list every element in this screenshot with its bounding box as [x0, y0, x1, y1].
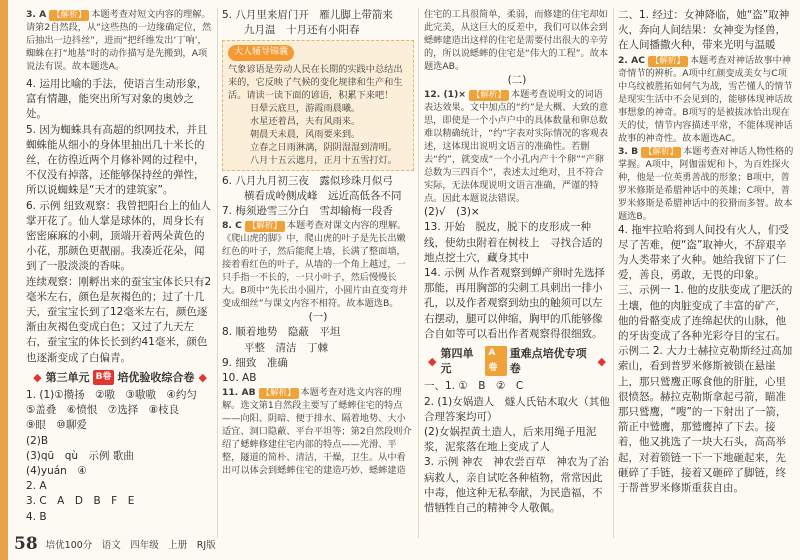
answer-4: 4. 运用比喻的手法，使语言生动形象，富有情趣，能突出所写对象的奥妙之处。 [26, 78, 208, 121]
unit3-a1f: (4)yuán ④ [26, 465, 87, 478]
answer-12: 12. (1)× 【解析】 本题考查说明文的词语表达效果。文中加点的“约”是大概、大致的意思，即使是一个小卢户中的具体数量和卵总数难以精确统计，“约”字表对实际情况的客观表述，这体现出说明文语言的准确性。若删去“约”，就变成“一个小孔内产十个卵”“产卵总数为三四百个”，表述太过绝对，且不符合实际，无法体现说明文语言准确，严谨的特点。因此本题说法错误。 [424, 89, 609, 205]
unit3-a1e: (3)qū qù 示例 歌曲 [26, 449, 134, 462]
unit3-a1: 1. (1)①攒扬 ②嗷 ③嗷嗷 ④约匀 [26, 389, 197, 402]
answer-11: 11. AB 【解析】 本题考查对选文内容的理解。选文第1自然段主要写了蟋蟀住宅的特点——向阳、阴暗、便于排水、隔着地势、大小适宜、洞口隐蔽、平台平坦等；第2自然段则介绍了蟋蟀修建住宅内部的特点——光滑、平整，隧道的简朴、清洁，干燥，卫生。从中看出可以体会到蟋蟀住宅的建造巧妙、蟋蟀建造 [222, 387, 412, 477]
page-edge-stripe [0, 0, 8, 560]
decoration-icon: ◆ [198, 370, 207, 384]
b-badge: B卷 [93, 370, 115, 385]
tips-box-title: 大人辅导锦囊 [228, 45, 294, 60]
tips-box-text: 气象谚语是劳动人民在长期的实践中总结出来的，它反映了气候的变化规律和生产和生活。请读一读下面的谚语，积累下来吧！ [228, 63, 403, 101]
unit3-a1b: ⑤盖叠 ⑥愤恨 ⑦选择 ⑧枝良 [26, 404, 180, 417]
column-divider [613, 8, 614, 538]
unit3-a4: 4. B [26, 510, 47, 523]
unit4-e1: 二、1. 经过：女神降临，她“盗”取神火，奔向人间结果：女神变为怪兽，在人间播撒火种，带来光明与温暖 [618, 9, 790, 52]
answer-9b: 平整 清洁 丁棘 [244, 341, 328, 354]
column-divider [217, 8, 218, 538]
section-1-heading: (一) [308, 311, 328, 324]
book-meta: 培优100分 语文 四年级 上册 RJ版 [45, 540, 216, 551]
unit4-e4: 4. 拖牢拉哈将到人间投有火人，们受尽了苦难，便“盗”取神火，不辞艰辛为人类带来了火种。她给我留下了仁爱，善良，勇敢，无畏的印象。 [618, 223, 789, 282]
proverb-5b: 九月温 十月还有小阳春 [244, 24, 360, 37]
unit3-a1d: (2)B [26, 434, 49, 447]
analysis-tag: 【解析】 [49, 10, 89, 21]
answer-13: 13. 开始 脱皮，脱下的皮形成一种线，使幼虫附着在树枝上 寻找合适的地点挖土穴，藏身其中 [424, 221, 603, 264]
poem-6b: 横看成岭侧成峰 远近高低各不同 [244, 189, 402, 202]
column-divider [418, 8, 419, 538]
column-3 [424, 8, 610, 516]
unit3-a2: 2. A [26, 480, 47, 493]
unit4-s1: 一、1. ① B ② C [424, 380, 524, 393]
section-2-heading: (二) [507, 74, 527, 86]
answer-11-cont: 住宅的工具很简单，柔弱，而修建的住宅却如此完美，从这巨大的反差中，我们可以体会到蟋蟀建造出这样的住宅是需要付出很大的辛劳的，所以说蟋蟀的住宅是“伟大的工程”。故本题选AB。 [424, 9, 609, 72]
unit4-e3: 3. B 【解析】 本题考查对神话人物性格的掌握。A项中，阿伽雷妮和卜，为百姓探火种，他是一位英勇善战的形象；B项中，普罗米修斯是希腊神话中的英雄；C项中，普罗米修斯是希腊神话中的狡猾而多智。故本题选B。 [618, 145, 794, 222]
unit4-e2: 2. AC 【解析】 本题考查对神话故事中神奇情节的辨析。A项中红颜变成美女与C项中乌纹被胜拓如何气为战，雪芒懂人的情节是现实生活中不会见到的，能够体现神话故事想象的神奇。B项写的是被拔冰恰出现在天的仗，情节内容描述平常，不能体现神话故事的神奇性。故本题选AC。 [618, 54, 793, 144]
answer-9a: 8. 顺着地势 隐蔽 平坦 [222, 326, 341, 339]
proverb-5: 5. 八月里来眉门开 雁儿脚上带箭来 [222, 9, 393, 21]
poem-6: 6. 八月九月初三夜 露似珍珠月似弓 [222, 174, 393, 187]
column-4 [618, 8, 794, 496]
answer-12b: (2)√ (3)× [424, 206, 480, 219]
answer-5: 5. 因为蜘蛛具有高超的织网技术，并且蜘蛛能从细小的身体里抽出几十米长的丝，在彷徨近两个月修补网的过程中，不仅没有掉落，还能够保持丝的弹性，所以说蜘蛛是“天才的建筑家”。 [26, 123, 208, 197]
poem-7: 7. 梅须逊雪三分白 雪却输梅一段香 [222, 205, 393, 218]
column-2 [222, 8, 414, 477]
answer-14: 14. 示例 从作者观察到蝉产卵时先选择那能，再用胸部的尖刺工具刺出一排小孔，以及作者观察到幼虫的触须可以左右摆动，腿可以伸缩，胸甲的爪能够像合自如等可以看出作者观察得很细致。 [424, 267, 605, 340]
unit4-s2b: (2)女娲捏黄土造人，后来用绳子甩泥浆，泥浆落在地上变成了人 [424, 426, 597, 454]
column-1 [26, 8, 214, 525]
page-number: 58 [14, 534, 38, 554]
unit4-x2: 示例二 2. 大力士赫拉克勒斯经过高加索山，看到普罗米修斯被锁在悬崖上，那只鹫鹰正啄食他的肝脏，心里很愤怒。赫拉克勒斯拿起弓箭，瞄准那只鹫鹰，“嗖”的一下射出了一箭，箭正中鹫鹰，那鹫鹰掉了下去。接着，他又挑选了一块大石头，高高举起，对着锁链一下一下地砸起来，先砸碎了手链，接着又砸碎了脚链，终于帮普罗米修斯重获自由。 [618, 345, 793, 495]
unit4-s2: 2. (1)女娲造人 燧人氏钻木取火（其他合理答案均可） [424, 395, 610, 423]
unit3-a3: 3. C A D B F E [26, 495, 135, 508]
answer-8: 8. C 【解析】 本题考查对课文内容的理解。《爬山虎的脚》中，爬山虎的叶子是先长出嫩红色的叶子，然后能爬上墙，长满了整面墙，接着看红色的叶子，从墙的一个角上越过，一只手指一不长的，一只小叶子，然后慢慢长大。B项中“先长出小圆片，小圆片由直变弯并变成细丝”与课文内容不相符。故本题选B。 [222, 220, 408, 310]
answer-6b: 连续观察：刚孵出来的蚕宝宝体长只有2毫米左右，颜色是灰褐色的；过了十几天，蚕宝宝长到了12毫米左右，颜色逐渐由灰褐色变成白色；又过了九天左右，蚕宝宝的体长长到约41毫米，颜色也逐渐变成了白偏青。 [26, 275, 212, 364]
decoration-icon: ◆ [33, 370, 42, 384]
tips-box: 大人辅导锦囊 气象谚语是劳动人民在长期的实践中总结出来的，它反映了气候的变化规律和生产和生活。请读一读下面的谚语，积累下来吧！ 日晕云底旦，游霞雨晨曦。 水星还着昌，夫有风雨来。 朝晨天未晨，风雨要来到。 立春之日雨淋漓，阴阴湿湿到清明。 八月十五云遮月，正月十五雪打灯。 [222, 40, 414, 170]
decoration-icon: ◆ [428, 354, 437, 368]
answer-9c: 9. 细致 准确 [222, 356, 288, 369]
page-footer [14, 534, 216, 554]
answer-10: 10. AB [222, 372, 257, 385]
unit4-x1: 三、示例一 1. 他的皮肤变成了肥沃的土壤，他的肉脏变成了丰富的矿产，他的骨骼变成了连绵起伏的山脉，他的牙齿变成了各种光彩夺目的宝石。 [618, 284, 793, 343]
a-badge: A卷 [485, 346, 506, 376]
answer-3: 3. A 【解析】 本题考查对短文内容的理解。请第2自然段，从“这些热的一边缘确定位，然后抽出一边抖丝”，进而“把纤维发出‘丁响’，蜘蛛在打“地基”时的动作描写是先搬到，A项说法有误。故本题选A。 [26, 9, 212, 72]
unit4-s3: 3. 示例 神农 神农尝百草 神农为了治病救人，亲自试吃各种植物，常常因此中毒，他这种无私奉献，为民造福，不惜牺牲自己的精神令人敬佩。 [424, 456, 609, 515]
decoration-icon: ◆ [597, 354, 606, 368]
unit3-a1c: ⑨眼 ⑩聊爱 [26, 419, 87, 432]
unit4-heading: ◆ 第四单元 A卷 重难点培优专项卷 ◆ [428, 347, 606, 376]
answer-6: 6. 示例 纽致观察：我曾把阳台上的仙人掌开花了。仙人掌是球体的，周身长有密密麻麻的小刺，顶端开着两朵黄色的小花，那颜色更靓丽。我凑近花朵，闻到了一股淡淡的香味。 [26, 199, 211, 273]
unit3-heading: ◆ 第三单元 B卷 培优验收综合卷 ◆ [33, 370, 207, 384]
